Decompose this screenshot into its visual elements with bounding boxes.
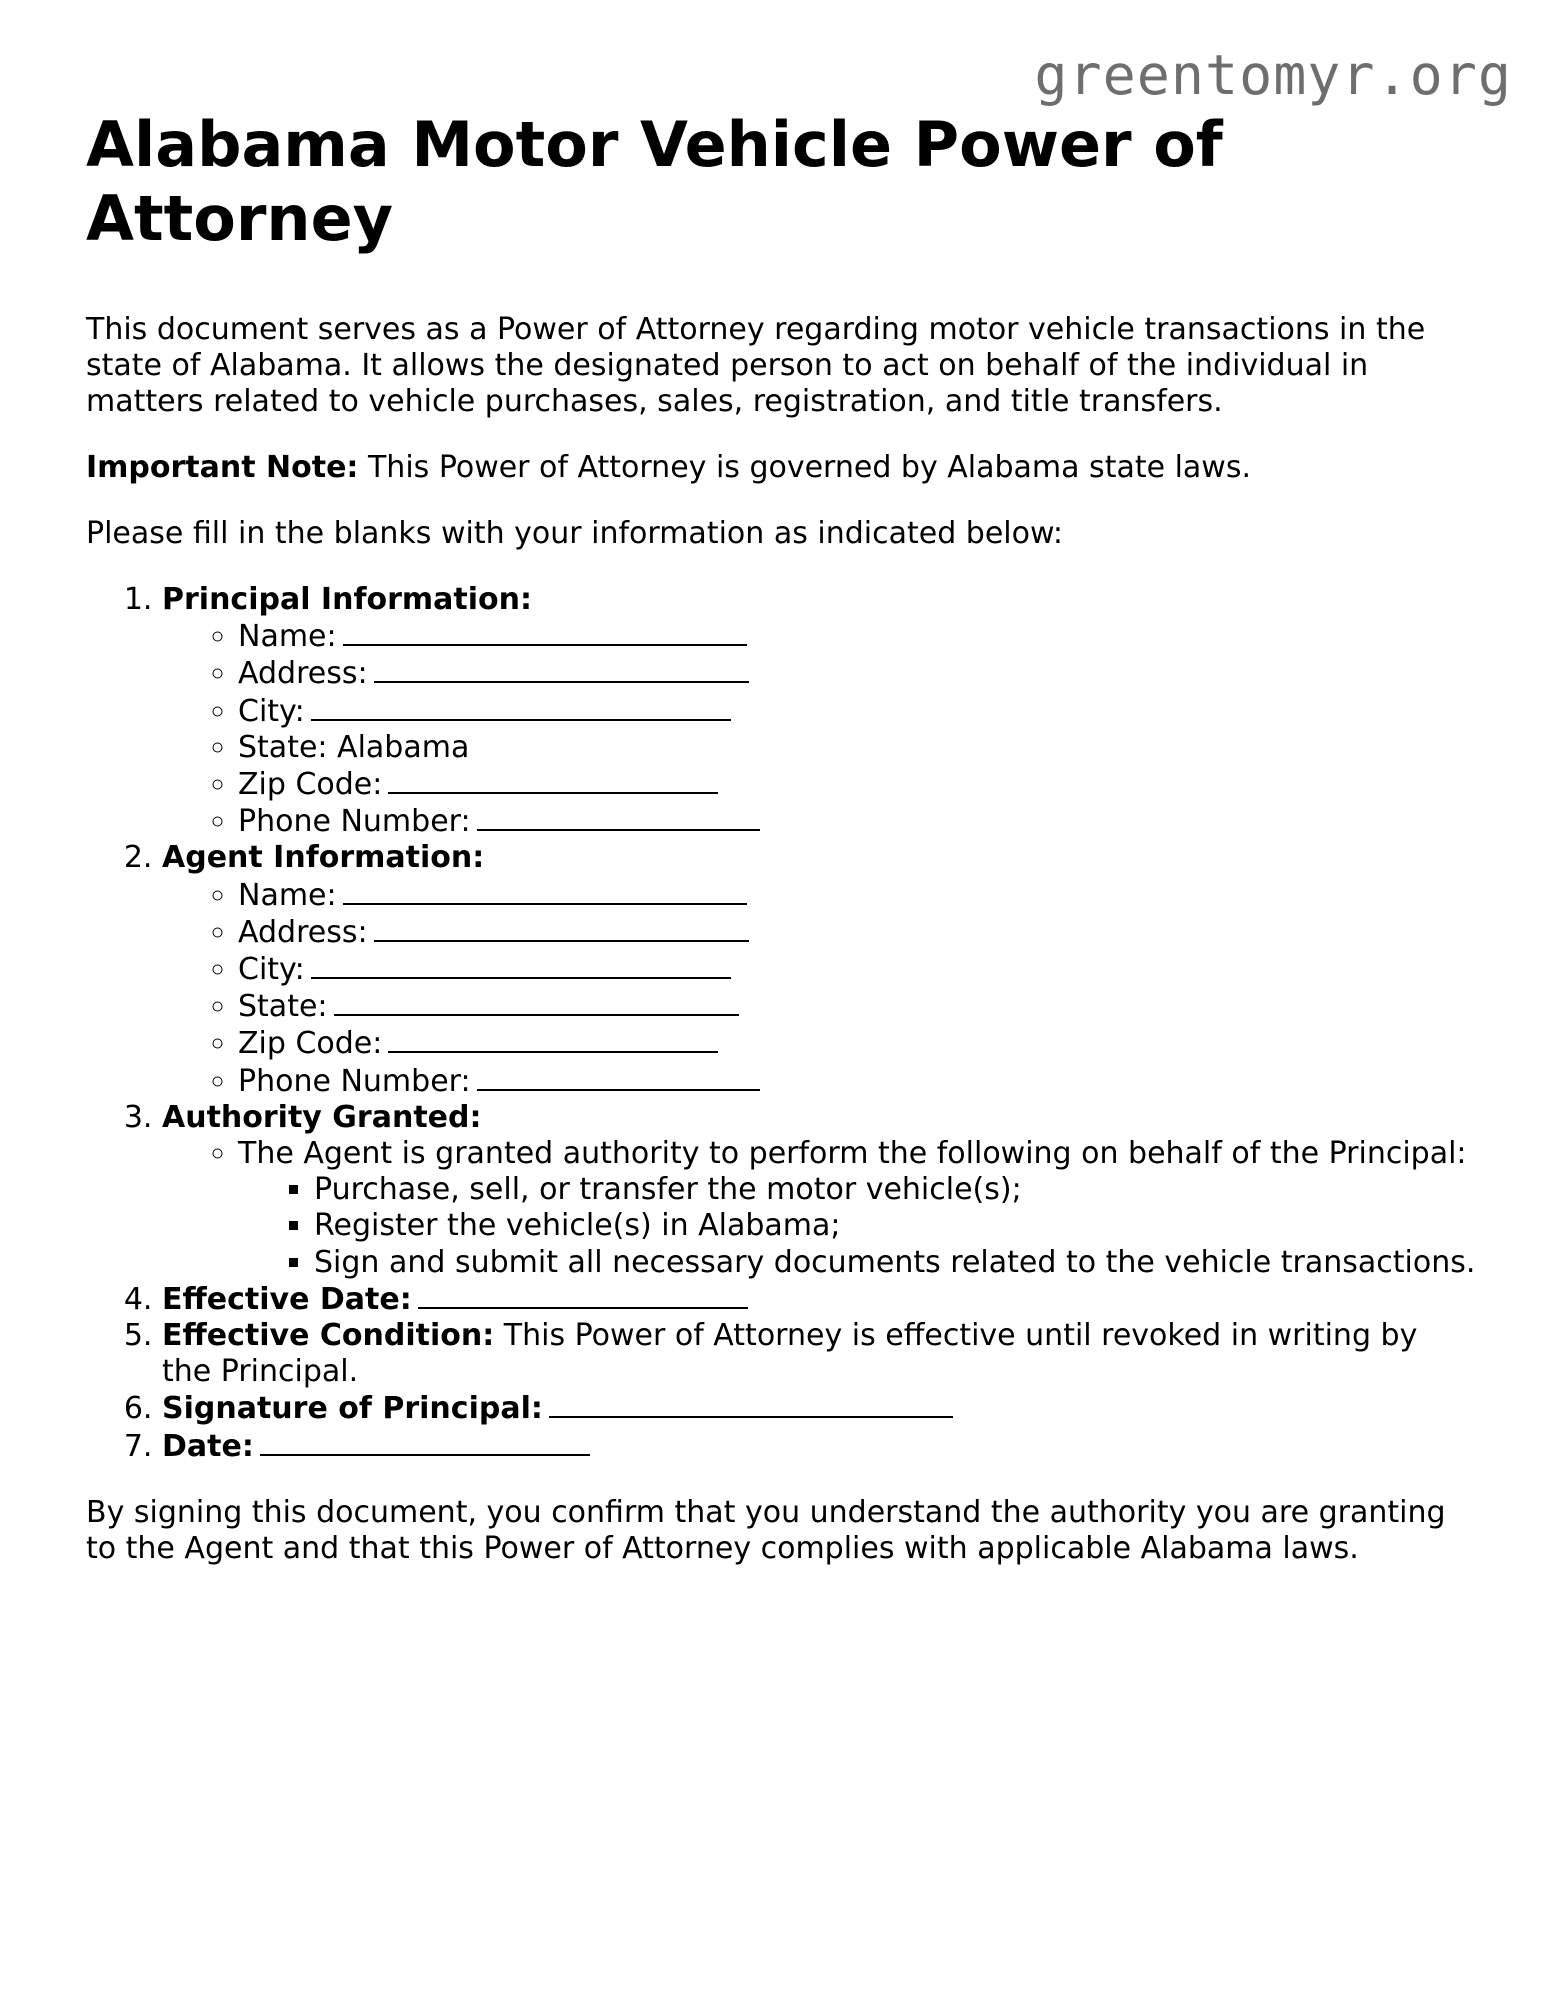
intro-paragraph: This document serves as a Power of Attorney regarding motor vehicle transactions in the state of Alabama. It allows the designated person to act on behalf of the individual in matters related to vehicle purchases, sales, registration, and title transfers. (86, 312, 1426, 419)
form-list (86, 582, 1476, 1465)
authority-list (162, 1136, 1476, 1281)
instructions: Please fill in the blanks with your information as indicated below: (86, 516, 1063, 551)
signature-blank[interactable] (549, 1390, 953, 1418)
agent-phone-field: ◦ Phone Number: (238, 1063, 1476, 1100)
principal-name-field: ◦ Name: (238, 618, 1476, 655)
principal-section (162, 582, 1476, 840)
closing-paragraph: By signing this document, you confirm that you understand the authority you are granting to the Agent and that this Power of Attorney complies with applicable Alabama laws. (86, 1494, 1446, 1566)
agent-address-field: ◦ Address: (238, 914, 1476, 951)
important-note-label: Important Note: (86, 450, 359, 485)
agent-name-field: ◦ Name: (238, 877, 1476, 914)
effective-condition-section (162, 1318, 1476, 1390)
principal-city-blank[interactable] (311, 693, 731, 721)
authority-section (162, 1100, 1476, 1281)
signature-section (162, 1390, 1476, 1427)
principal-phone-blank[interactable] (477, 803, 760, 831)
watermark: greentomyr.org (1034, 43, 1512, 107)
principal-phone-field: ◦ Phone Number: (238, 803, 1476, 840)
authority-heading: Authority Granted: (162, 1099, 482, 1135)
agent-phone-blank[interactable] (477, 1063, 760, 1091)
document-page (86, 108, 1476, 1567)
agent-section (162, 840, 1476, 1099)
authority-intro: ◦ The Agent is granted authority to perform the following on behalf of the Principal: ▪ Purchase, sell, or transfer the motor vehicle(s); ▪ Register the vehicle(s) in Alabama; ▪ Sign and submit all necessary documents related to the vehicle transactions. (238, 1136, 1476, 1281)
page-title: Alabama Motor Vehicle Power of Attorney (86, 108, 1223, 255)
effective-condition-text: This Power of Attorney is effective until revoked in writing by the Principal. (162, 1318, 1418, 1390)
date-blank[interactable] (260, 1428, 590, 1456)
agent-fields (162, 877, 1476, 1100)
principal-state-field: ◦ State: Alabama (238, 730, 1476, 766)
authority-item: ▪ Sign and submit all necessary documents related to the vehicle transactions. (314, 1245, 1476, 1281)
principal-name-blank[interactable] (343, 618, 747, 646)
agent-name-blank[interactable] (343, 877, 747, 905)
principal-heading: Principal Information: (162, 582, 533, 617)
principal-fields (162, 618, 1476, 840)
agent-heading: Agent Information: (162, 840, 485, 876)
effective-date-section (162, 1281, 1476, 1318)
agent-zip-blank[interactable] (388, 1025, 718, 1053)
principal-zip-field: ◦ Zip Code: (238, 766, 1476, 803)
principal-zip-blank[interactable] (388, 766, 718, 794)
agent-zip-field: ◦ Zip Code: (238, 1025, 1476, 1062)
authority-item: ▪ Register the vehicle(s) in Alabama; (314, 1208, 1476, 1244)
effective-date-label: Effective Date: (162, 1281, 412, 1317)
agent-address-blank[interactable] (374, 914, 749, 942)
agent-city-blank[interactable] (311, 951, 731, 979)
important-note (86, 450, 1476, 486)
principal-address-field: ◦ Address: (238, 655, 1476, 692)
date-label: Date: (162, 1428, 254, 1464)
agent-state-blank[interactable] (334, 988, 739, 1016)
date-section (162, 1428, 1476, 1465)
important-note-text: This Power of Attorney is governed by Alabama state laws. (358, 450, 1252, 485)
authority-items (238, 1172, 1476, 1281)
signature-label: Signature of Principal: (162, 1391, 543, 1427)
principal-address-blank[interactable] (374, 655, 749, 683)
authority-item: ▪ Purchase, sell, or transfer the motor vehicle(s); (314, 1172, 1476, 1208)
agent-state-field: ◦ State: (238, 988, 1476, 1025)
effective-date-blank[interactable] (418, 1281, 748, 1309)
agent-city-field: ◦ City: (238, 951, 1476, 988)
effective-condition-label: Effective Condition: (162, 1318, 495, 1354)
principal-city-field: ◦ City: (238, 693, 1476, 730)
